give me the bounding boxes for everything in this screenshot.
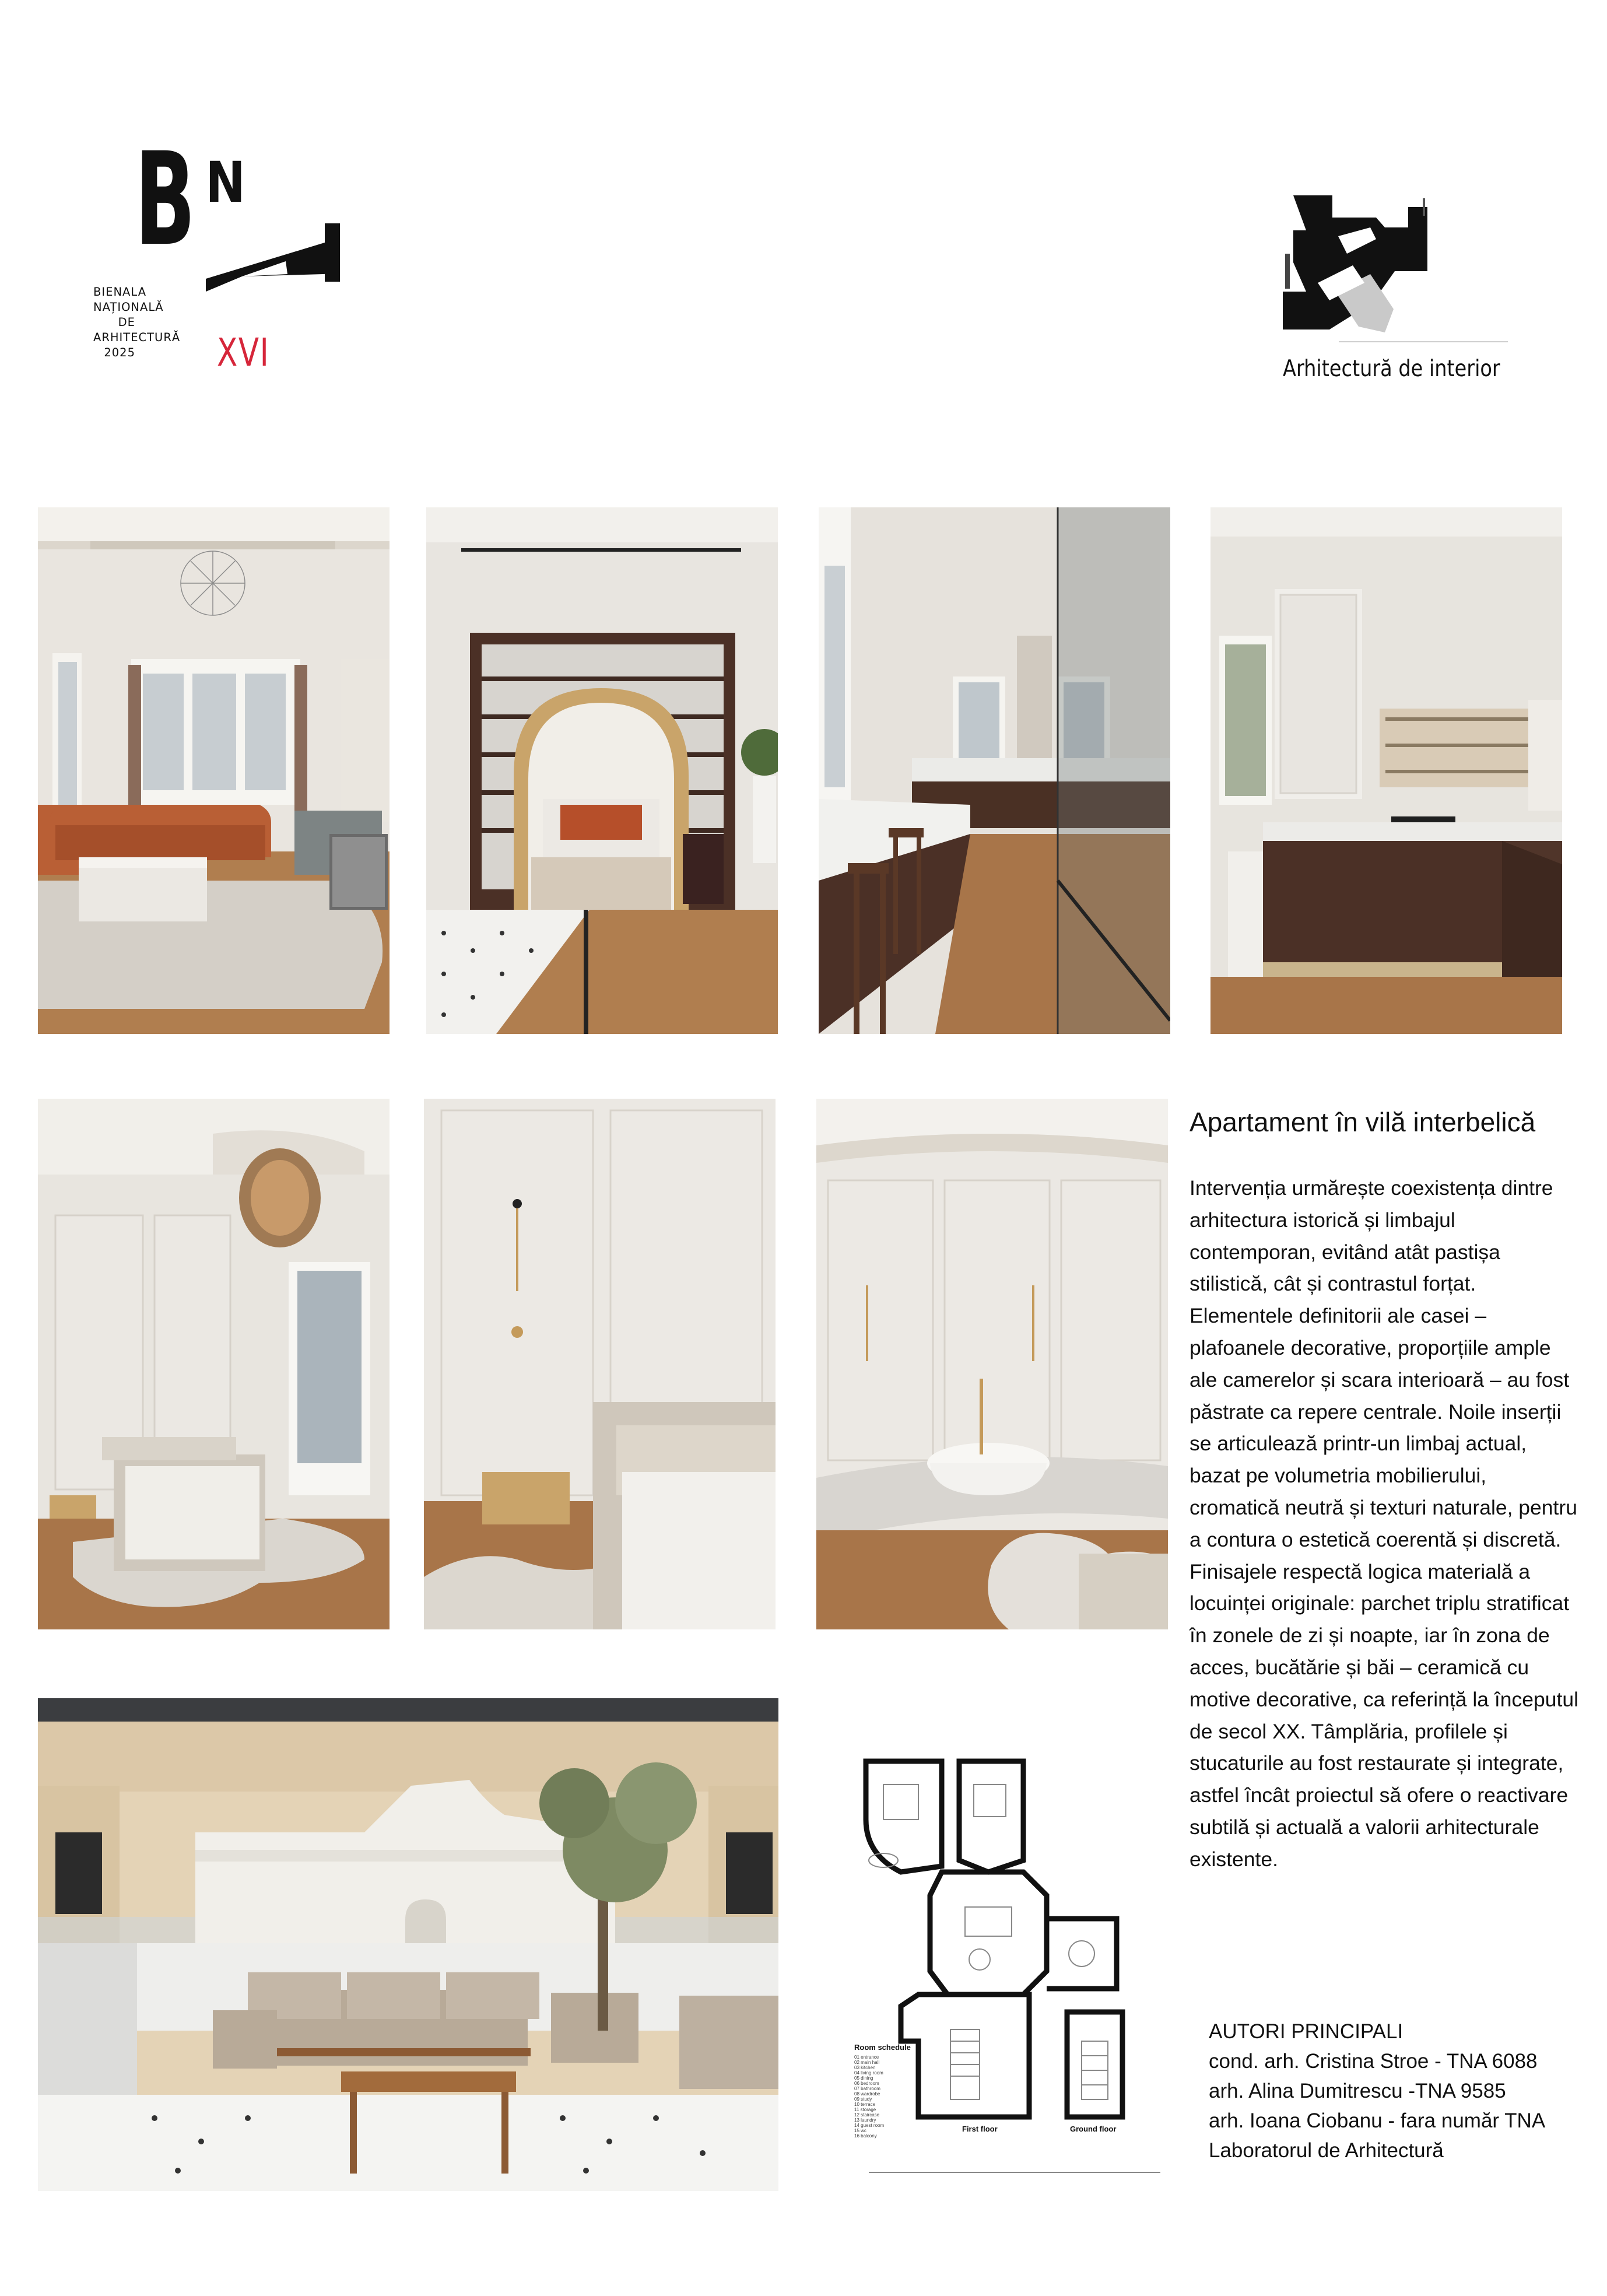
author-line: Laboratorul de Arhitectură xyxy=(1209,2139,1444,2162)
authors-block xyxy=(1209,2017,1605,2165)
arched-doorway-photo xyxy=(426,507,778,1034)
room-schedule-item: 02 main hall xyxy=(854,2060,880,2065)
authors-heading: AUTORI PRINCIPALI xyxy=(1209,2020,1404,2043)
edition-number: XVI xyxy=(217,330,270,375)
project-description: Intervenția urmărește coexistența dintre arhitectura istorică și limbajul contemporan, evitând atât pastișa stilistică, cât și contrastul forțat. Elementele definitorii ale casei – plafoanele decorative, proporțiile ample ale camerelor și scara interioară – au fost păstrate ca repere centrale. Noile inserții se articulează printr-un limbaj actual, bazat pe volumetria mobilierului, cromatică neutră și texturi naturale, pentru a contura o estetică coerentă și discretă. Finisajele respectă logica materială a locuinței originale: parchet triplu stratificat în zonele de zi și noapte, iar în zona de acces, bucătărie și băi – ceramică cu motive decorative, ca referință la începutul de secol XX. Tâmplăria, profilele și stucaturile au fost restaurate și integrate, astfel încât proiectul să ofere o reactivare subtilă și actuală a valorii arhitecturale existente. xyxy=(1190,1176,1578,1871)
room-schedule-item: 05 dining xyxy=(854,2076,873,2081)
room-schedule-item: 13 laundry xyxy=(854,2118,876,2123)
room-schedule-item: 08 wardrobe xyxy=(854,2091,880,2097)
bna-letter-a xyxy=(206,223,340,292)
author-line: arh. Alina Dumitrescu -TNA 9585 xyxy=(1209,2080,1506,2102)
category-divider xyxy=(1339,341,1508,342)
room-schedule-item: 12 staircase xyxy=(854,2112,880,2118)
room-schedule-item: 16 balcony xyxy=(854,2133,877,2139)
room-schedule-item: 07 bathroom xyxy=(854,2086,880,2091)
bna-logo-mark xyxy=(131,139,341,305)
room-schedule-item: 04 living room xyxy=(854,2070,883,2076)
bedroom-photo xyxy=(38,1099,390,1629)
kitchen-corner-photo xyxy=(1210,507,1562,1034)
bna-word: BIENALA xyxy=(93,285,147,299)
room-schedule-item: 03 kitchen xyxy=(854,2065,876,2070)
bathtub-photo xyxy=(816,1099,1168,1629)
room-schedule-item: 11 storage xyxy=(854,2107,876,2112)
room-schedule-item: 10 terrace xyxy=(854,2102,876,2107)
bna-word: NAȚIONALĂ xyxy=(93,300,164,314)
bna-wordmark xyxy=(93,285,181,360)
floor-plan-drawing xyxy=(848,1738,1163,2181)
bna-year: 2025 xyxy=(104,346,135,359)
author-line: arh. Ioana Ciobanu - fara număr TNA xyxy=(1209,2109,1546,2132)
bna-word: DE xyxy=(118,316,135,329)
living-room-photo xyxy=(38,507,390,1034)
project-title: Apartament în vilă interbelică xyxy=(1190,1107,1536,1137)
bna-letter-n: N xyxy=(205,150,245,216)
author-line: cond. arh. Cristina Stroe - TNA 6088 xyxy=(1209,2050,1538,2073)
room-schedule-item: 15 wc xyxy=(854,2128,866,2133)
room-schedule-item: 09 study xyxy=(854,2097,872,2102)
interior-architecture-logo-icon xyxy=(1283,195,1434,338)
room-schedule-item: 14 guest room xyxy=(854,2123,885,2128)
first-floor-label: First floor xyxy=(962,2125,998,2133)
bna-word: ARHITECTURĂ xyxy=(93,331,181,344)
terrace-photo xyxy=(38,1698,778,2191)
ground-floor-label: Ground floor xyxy=(1070,2125,1117,2133)
category-label: Arhitectură de interior xyxy=(1283,356,1500,382)
room-schedule-title: Room schedule xyxy=(854,2043,911,2052)
room-schedule-item: 06 bedroom xyxy=(854,2081,879,2086)
kitchen-counter-photo xyxy=(819,507,1170,1034)
bed-detail-photo xyxy=(424,1099,776,1629)
bna-letter-b: B xyxy=(135,139,196,275)
room-schedule-item: 01 entrance xyxy=(854,2055,879,2060)
